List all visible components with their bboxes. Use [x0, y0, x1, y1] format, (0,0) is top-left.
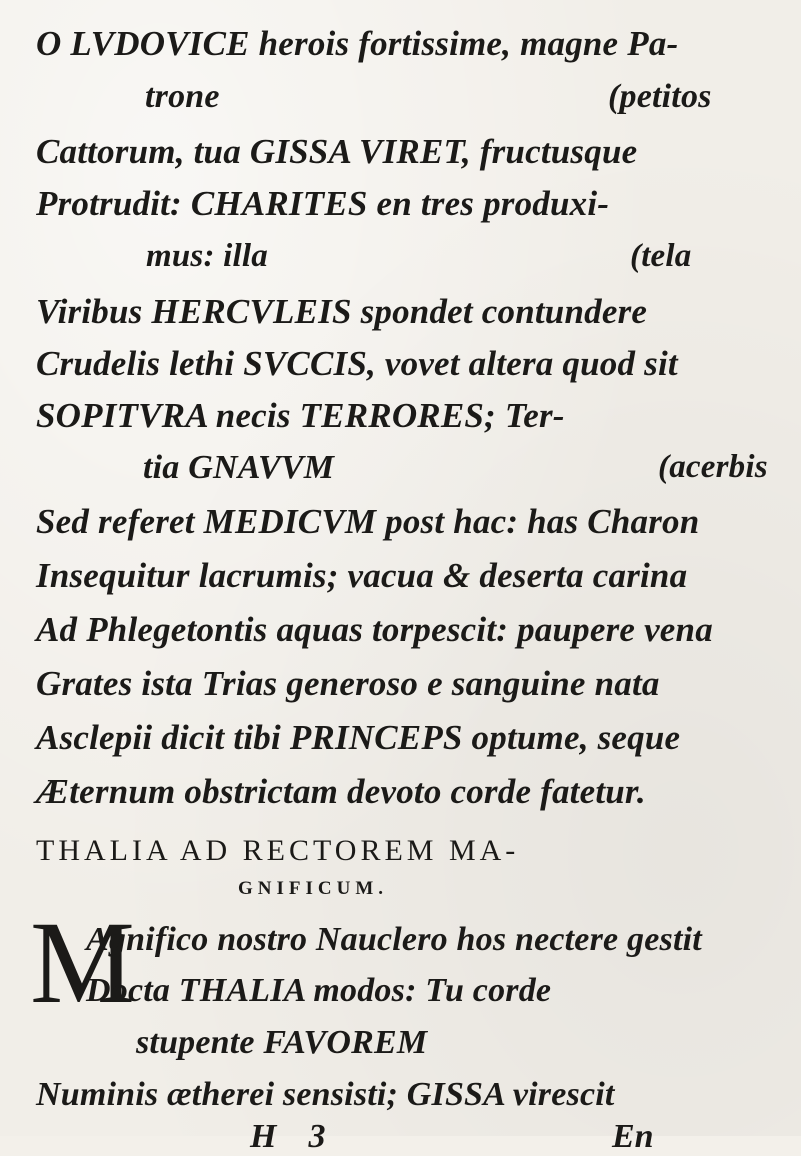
verse-line-3: Cattorum, tua GISSA VIRET, fructusque — [36, 132, 638, 171]
signature-number: 3 — [308, 1118, 326, 1155]
verse-line-8: SOPITVRA necis TERRORES; Ter- — [36, 396, 565, 435]
verse-line-2a: trone — [145, 78, 220, 115]
verse-line-6: Viribus HERCVLEIS spondet contundere — [36, 292, 648, 331]
verse-line-14: Asclepii dicit tibi PRINCEPS optume, seque — [36, 718, 681, 757]
verse-line-7: Crudelis lethi SVCCIS, vovet altera quod sit — [36, 344, 678, 383]
verse-line-15: Æternum obstrictam devoto corde fatetur. — [36, 772, 646, 811]
verse-line-1: O LVDOVICE herois fortissime, magne Pa- — [36, 24, 679, 63]
verse-line-13: Grates ista Trias generoso e sanguine nata — [36, 664, 660, 703]
body-line-2: Docta THALIA modos: Tu corde — [86, 972, 552, 1009]
section-heading: THALIA AD RECTOREM MA- — [36, 834, 520, 867]
verse-line-12: Ad Phlegetontis aquas torpescit: paupere vena — [36, 610, 713, 649]
signature-letter: H — [250, 1118, 277, 1155]
verse-line-9b: (acerbis — [658, 449, 768, 485]
verse-line-4: Protrudit: CHARITES en tres produxi- — [36, 184, 610, 223]
catchword: En — [612, 1118, 654, 1155]
verse-line-9a: tia GNAVVM — [143, 449, 335, 486]
body-line-4: Numinis ætherei sensisti; GISSA virescit — [36, 1076, 615, 1113]
body-line-3: stupente FAVOREM — [136, 1024, 428, 1061]
signature-mark — [250, 1118, 325, 1156]
body-line-1: Agnifico nostro Nauclero hos nectere gestit — [86, 921, 702, 958]
verse-line-5b: (tela — [630, 238, 692, 274]
verse-line-5a: mus: illa — [146, 238, 268, 274]
drop-cap: M — [30, 897, 135, 1028]
verse-line-10: Sed referet MEDICVM post hac: has Charon — [36, 502, 700, 541]
verse-line-2b: (petitos — [608, 78, 712, 115]
section-heading-cont: GNIFICUM. — [238, 878, 389, 899]
verse-line-11: Insequitur lacrumis; vacua & deserta carina — [36, 556, 688, 595]
